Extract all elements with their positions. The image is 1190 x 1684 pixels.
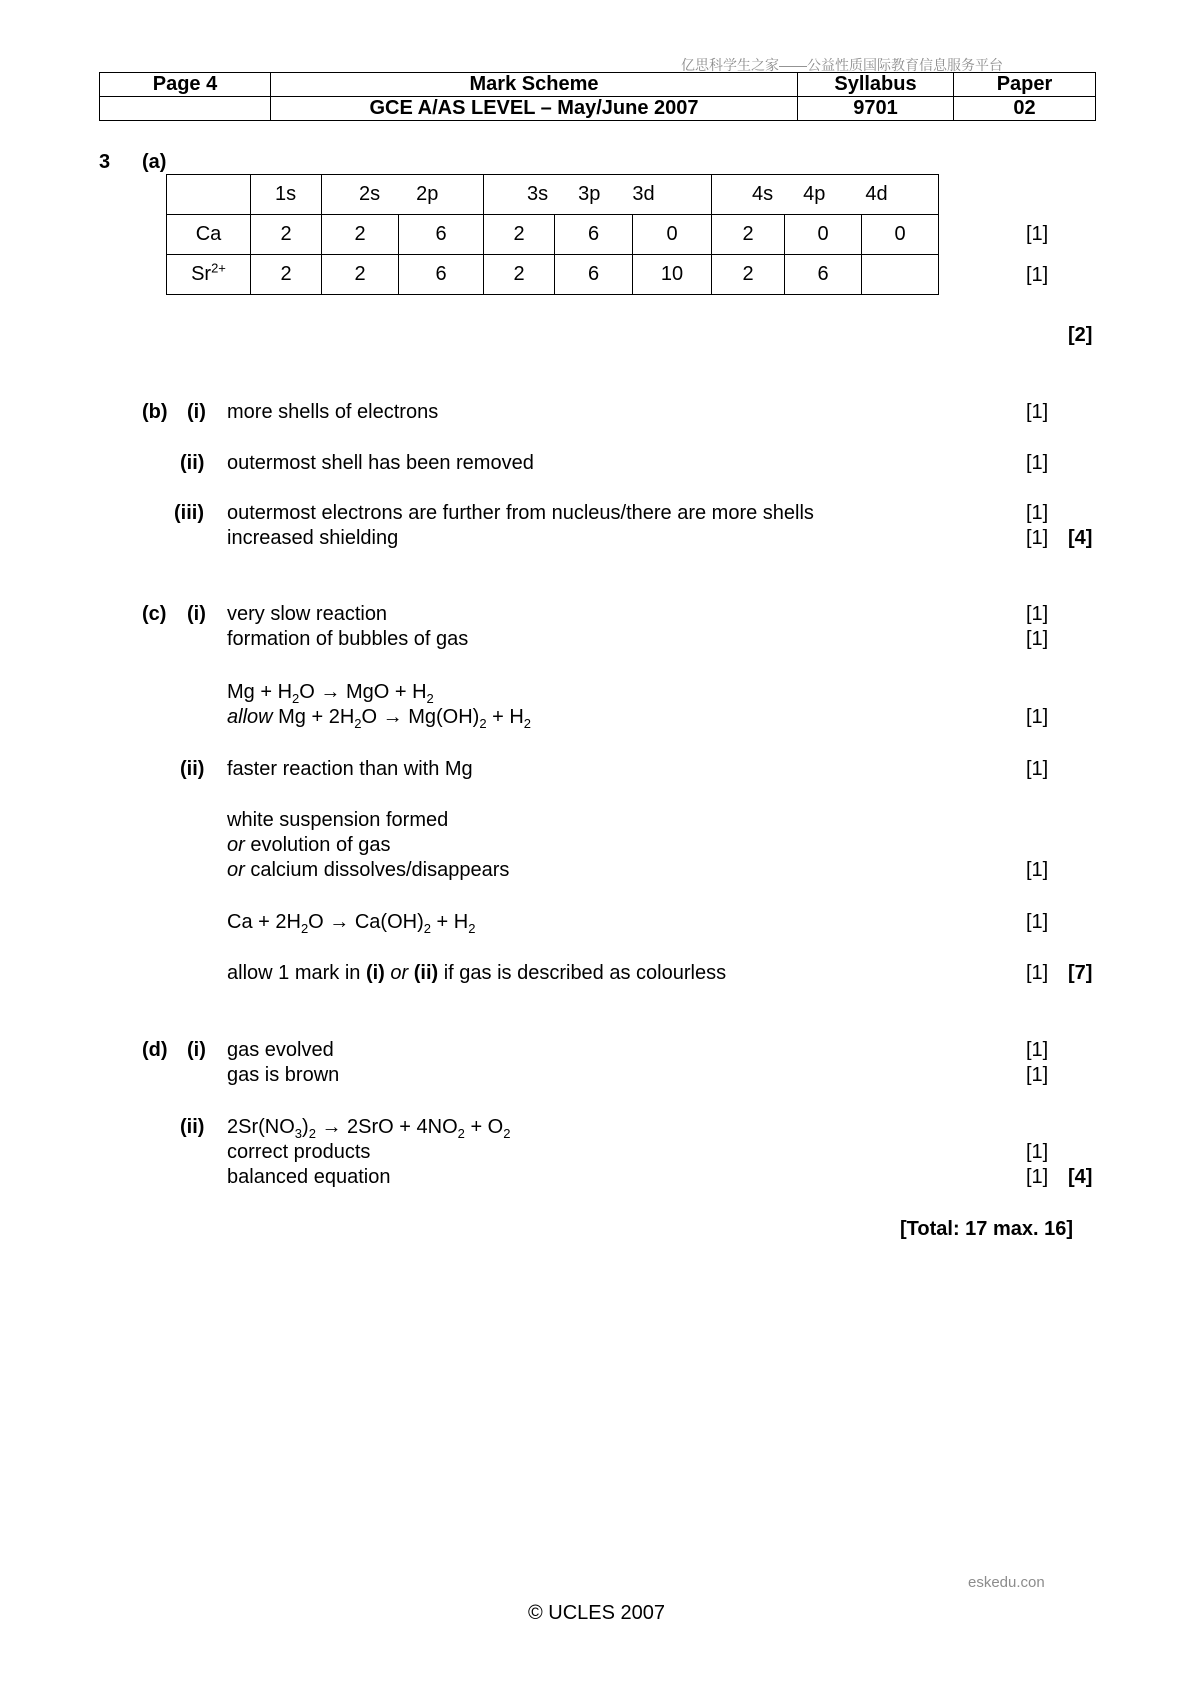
question-number: 3: [99, 151, 111, 173]
page-number: Page 4: [100, 73, 271, 97]
part-c-total: [7]: [1068, 962, 1093, 984]
answer-line: gas evolved: [227, 1039, 334, 1061]
cell-4p: 0: [785, 215, 862, 255]
mark: [1]: [1026, 502, 1049, 524]
subpart-number: (ii): [180, 758, 205, 780]
answer-line: balanced equation: [227, 1166, 391, 1188]
cell-4d: [862, 255, 939, 295]
mark: [1]: [1026, 911, 1049, 933]
row-label-ca: Ca: [167, 215, 251, 255]
mark: [1]: [1026, 859, 1049, 881]
mark: [1]: [1026, 401, 1049, 423]
mark: [1]: [1026, 1166, 1049, 1188]
mark: [1]: [1026, 1039, 1049, 1061]
mark: [1]: [1026, 452, 1049, 474]
syllabus-label: Syllabus: [798, 73, 954, 97]
equation-sr-nitrate: $2Sr(NO_3)_2 \to 2SrO + 4NO_2 + O_2$: [227, 1116, 511, 1141]
syllabus-code: 9701: [798, 97, 954, 121]
cell-3s: 2: [484, 215, 555, 255]
answer-line: increased shielding: [227, 527, 399, 549]
shell-4-header: 4s 4p 4d: [712, 175, 939, 215]
exam-session: GCE A/AS LEVEL – May/June 2007: [271, 97, 798, 121]
grand-total: [Total: 17 max. 16]: [900, 1218, 1074, 1240]
answer-line: outermost shell has been removed: [227, 452, 534, 474]
cell-3s: 2: [484, 255, 555, 295]
copyright-footer: © UCLES 2007: [528, 1602, 666, 1624]
table-row: [167, 215, 939, 255]
header-empty-cell: [100, 97, 271, 121]
cell-3d: 10: [633, 255, 712, 295]
watermark-top: 亿思科学生之家——公益性质国际教育信息服务平台: [681, 57, 1003, 73]
mark: [1]: [1026, 1141, 1049, 1163]
cell-2p: 6: [399, 255, 484, 295]
cell-4s: 2: [712, 255, 785, 295]
answer-line: correct products: [227, 1141, 371, 1163]
equation-mg-water-alt: allow $Mg + 2H_2O \to Mg(OH)_2 + H_2$: [227, 706, 532, 731]
cell-3p: 6: [555, 255, 633, 295]
cell-1s: 2: [251, 255, 322, 295]
answer-line: faster reaction than with Mg: [227, 758, 473, 780]
mark: [1]: [1026, 527, 1049, 549]
cell-4d: 0: [862, 215, 939, 255]
answer-line: white suspension formed: [227, 809, 449, 831]
mark: [1]: [1026, 962, 1049, 984]
subpart-number: (i): [187, 1039, 206, 1061]
answer-line: or evolution of gas: [227, 834, 391, 856]
part-a-label: (a): [142, 151, 167, 173]
part-d-label: (d): [142, 1039, 168, 1061]
answer-line: formation of bubbles of gas: [227, 628, 469, 650]
subpart-number: (i): [187, 603, 206, 625]
mark: [1]: [1026, 603, 1049, 625]
subpart-number: (ii): [180, 1116, 205, 1138]
cell-4s: 2: [712, 215, 785, 255]
header-table: [99, 72, 1096, 121]
cell-1s: 2: [251, 215, 322, 255]
row-label-sr-ion: $Sr^{2+}$: [167, 255, 251, 295]
answer-line: more shells of electrons: [227, 401, 439, 423]
part-c-label: (c): [142, 603, 167, 625]
orbital-header-row: [167, 175, 939, 215]
shell-2-header: 2s 2p: [322, 175, 484, 215]
shell-1-header: 1s: [251, 175, 322, 215]
paper-number: 02: [954, 97, 1096, 121]
mark: [1]: [1026, 628, 1049, 650]
subpart-number: (ii): [180, 452, 205, 474]
subpart-number: (i): [187, 401, 206, 423]
header-blank-cell: [167, 175, 251, 215]
answer-line: outermost electrons are further from nucleus/there are more shells: [227, 502, 814, 524]
cell-3p: 6: [555, 215, 633, 255]
electron-configuration-table: [166, 174, 939, 295]
marking-note: allow 1 mark in (i) or (ii) if gas is described as colourless: [227, 962, 727, 984]
mark: [1]: [1026, 264, 1049, 286]
part-d-total: [4]: [1068, 1166, 1093, 1188]
mark: [1]: [1026, 706, 1049, 728]
shell-3-header: 3s 3p 3d: [484, 175, 712, 215]
paper-label: Paper: [954, 73, 1096, 97]
answer-line: or calcium dissolves/disappears: [227, 859, 510, 881]
equation-mg-water: $Mg + H_2O$ → MgO + $H_2$: [227, 681, 434, 706]
cell-3d: 0: [633, 215, 712, 255]
cell-2s: 2: [322, 255, 399, 295]
cell-4p: 6: [785, 255, 862, 295]
part-b-label: (b): [142, 401, 168, 423]
watermark-bottom: eskedu.con: [968, 1574, 1045, 1591]
part-a-total: [2]: [1068, 324, 1093, 346]
answer-line: gas is brown: [227, 1064, 340, 1086]
mark: [1]: [1026, 758, 1049, 780]
mark: [1]: [1026, 1064, 1049, 1086]
table-row: [167, 255, 939, 295]
mark: [1]: [1026, 223, 1049, 245]
answer-line: very slow reaction: [227, 603, 388, 625]
document-title: Mark Scheme: [271, 73, 798, 97]
cell-2s: 2: [322, 215, 399, 255]
part-b-total: [4]: [1068, 527, 1093, 549]
cell-2p: 6: [399, 215, 484, 255]
subpart-number: (iii): [174, 502, 204, 524]
equation-ca-water: $Ca + 2H_2O \to Ca(OH)_2 + H_2$: [227, 911, 476, 936]
